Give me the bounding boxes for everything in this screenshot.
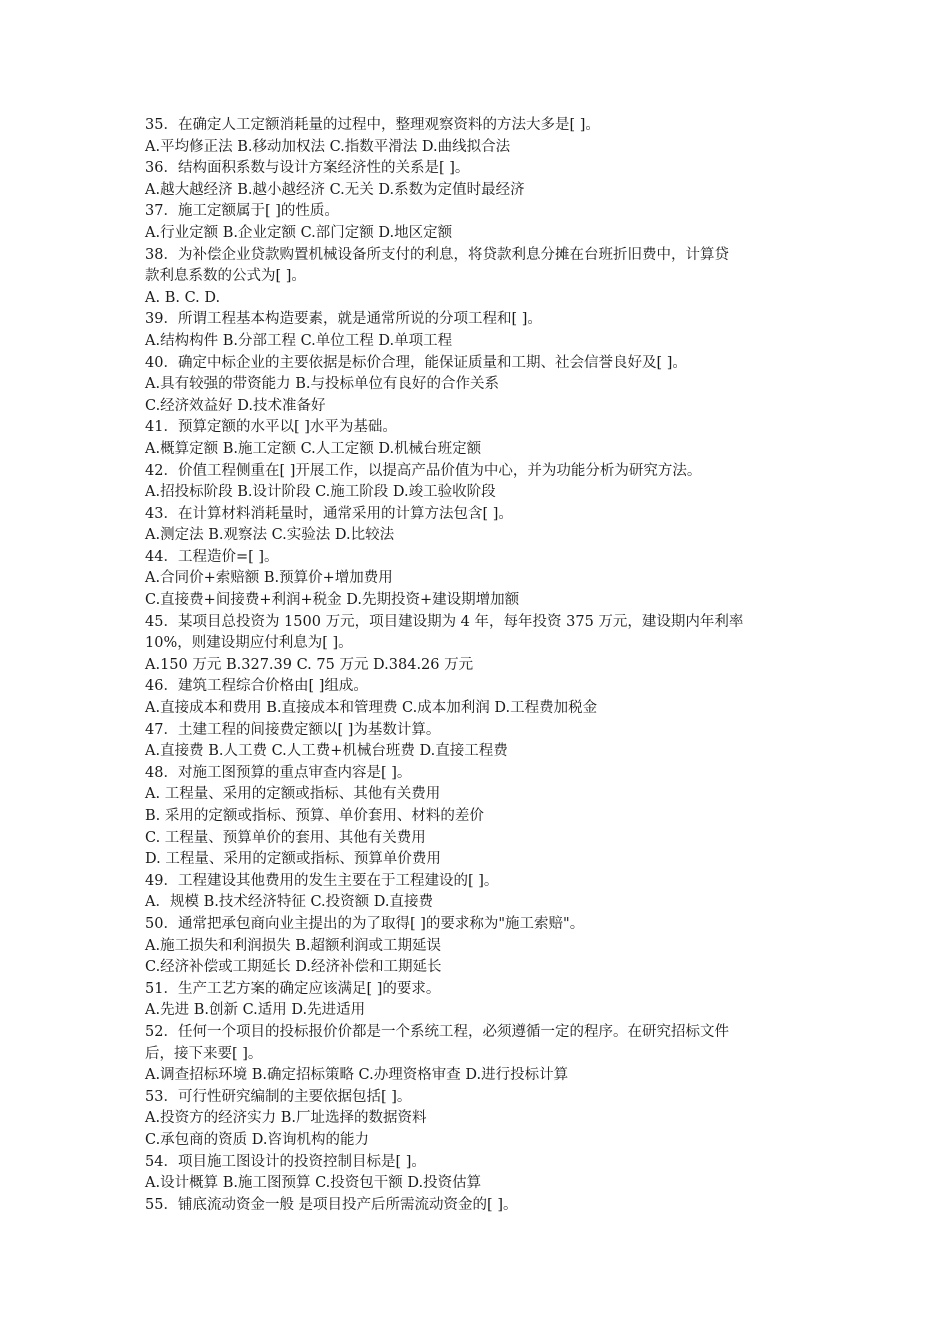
text-line: A.投资方的经济实力 B.厂址选择的数据资料: [145, 1110, 427, 1127]
text-line: 10%，则建设期应付利息为[ ]。: [145, 635, 353, 652]
text-line: 46．建筑工程综合价格由[ ]组成。: [145, 678, 368, 695]
text-line: 55．铺底流动资金一般 是项目投产后所需流动资金的[ ]。: [145, 1196, 518, 1213]
text-line: 44．工程造价=[ ]。: [145, 548, 279, 565]
text-line: A.测定法 B.观察法 C.实验法 D.比较法: [145, 527, 395, 544]
text-line: B. 采用的定额或指标、预算、单价套用、材料的差价: [145, 808, 484, 824]
text-line: 48．对施工图预算的重点审查内容是[ ]。: [145, 764, 412, 781]
text-line: A.招投标阶段 B.设计阶段 C.施工阶段 D.竣工验收阶段: [145, 484, 496, 501]
text-line: A.调查招标环境 B.确定招标策略 C.办理资格审查 D.进行投标计算: [145, 1067, 569, 1084]
text-line: 35．在确定人工定额消耗量的过程中，整理观察资料的方法大多是[ ]。: [145, 117, 600, 133]
text-line: A.150 万元 B.327.39 C. 75 万元 D.384.26 万元: [145, 656, 474, 673]
text-line: A.先进 B.创新 C.适用 D.先进适用: [145, 1002, 366, 1019]
text-line: A.合同价+索赔额 B.预算价+增加费用: [145, 570, 393, 587]
text-line: A.施工损失和利润损失 B.超额利润或工期延误: [145, 937, 441, 954]
text-line: C. 工程量、预算单价的套用、其他有关费用: [145, 829, 426, 846]
text-line: A.行业定额 B.企业定额 C.部门定额 D.地区定额: [145, 224, 453, 241]
text-line: C.承包商的资质 D.咨询机构的能力: [145, 1131, 370, 1148]
text-line: A.直接费 B.人工费 C.人工费+机械台班费 D.直接工程费: [145, 743, 508, 760]
text-line: A.直接成本和费用 B.直接成本和管理费 C.成本加利润 D.工程费加税金: [145, 700, 598, 717]
text-line: 52．任何一个项目的投标报价价都是一个系统工程，必须遵循一定的程序。在研究招标文件: [145, 1023, 729, 1040]
text-line: 36．结构面积系数与设计方案经济性的关系是[ ]。: [145, 160, 470, 177]
text-line: 53．可行性研究编制的主要依据包括[ ]。: [145, 1088, 412, 1105]
text-line: 43．在计算材料消耗量时，通常采用的计算方法包含[ ]。: [145, 505, 513, 522]
text-line: A.设计概算 B.施工图预算 C.投资包干额 D.投资估算: [145, 1175, 482, 1192]
text-line: 后，接下来要[ ]。: [145, 1045, 263, 1062]
text-line: A.平均修正法 B.移动加权法 C.指数平滑法 D.曲线拟合法: [145, 138, 511, 155]
text-line: 37．施工定额属于[ ]的性质。: [145, 203, 339, 220]
text-line: 50．通常把承包商向业主提出的为了取得[ ]的要求称为"施工索赔"。: [145, 915, 585, 932]
text-line: A.具有较强的带资能力 B.与投标单位有良好的合作关系: [145, 376, 499, 393]
text-line: 47．土建工程的间接费定额以[ ]为基数计算。: [145, 721, 441, 738]
text-line: 42．价值工程侧重在[ ]开展工作，以提高产品价值为中心，并为功能分析为研究方法。: [145, 462, 702, 479]
text-line: A．规模 B.技术经济特征 C.投资额 D.直接费: [145, 894, 433, 911]
text-line: 49．工程建设其他费用的发生主要在于工程建设的[ ]。: [145, 872, 499, 889]
text-line: 款利息系数的公式为[ ]。: [145, 268, 306, 285]
text-line: C.直接费+间接费+利润+税金 D.先期投资+建设期增加额: [145, 592, 520, 609]
text-line: 38．为补偿企业贷款购置机械设备所支付的利息，将贷款利息分摊在台班折旧费中，计算贷: [145, 246, 729, 263]
document-page: [145, 115, 815, 1216]
text-line: 51．生产工艺方案的确定应该满足[ ]的要求。: [145, 980, 441, 997]
text-line: 40．确定中标企业的主要依据是标价合理，能保证质量和工期、社会信誉良好及[ ]。: [145, 354, 687, 371]
text-line: A. B. C. D.: [145, 289, 221, 306]
text-line: C.经济补偿或工期延长 D.经济补偿和工期延长: [145, 959, 442, 976]
text-line: 54．项目施工图设计的投资控制目标是[ ]。: [145, 1153, 426, 1170]
text-line: A.概算定额 B.施工定额 C.人工定额 D.机械台班定额: [145, 440, 482, 457]
text-line: A.结构构件 B.分部工程 C.单位工程 D.单项工程: [145, 332, 453, 349]
text-line: D. 工程量、采用的定额或指标、预算单价费用: [145, 851, 441, 868]
text-line: 45．某项目总投资为 1500 万元，项目建设期为 4 年，每年投资 375 万元，建设期内年利率: [145, 613, 744, 630]
text-line: A.越大越经济 B.越小越经济 C.无关 D.系数为定值时最经济: [145, 181, 525, 198]
text-line: 39．所谓工程基本构造要素，就是通常所说的分项工程和[ ]。: [145, 311, 542, 328]
text-line: C.经济效益好 D.技术准备好: [145, 397, 326, 414]
text-line: 41．预算定额的水平以[ ]水平为基础。: [145, 419, 397, 436]
text-line: A. 工程量、采用的定额或指标、其他有关费用: [145, 786, 441, 803]
